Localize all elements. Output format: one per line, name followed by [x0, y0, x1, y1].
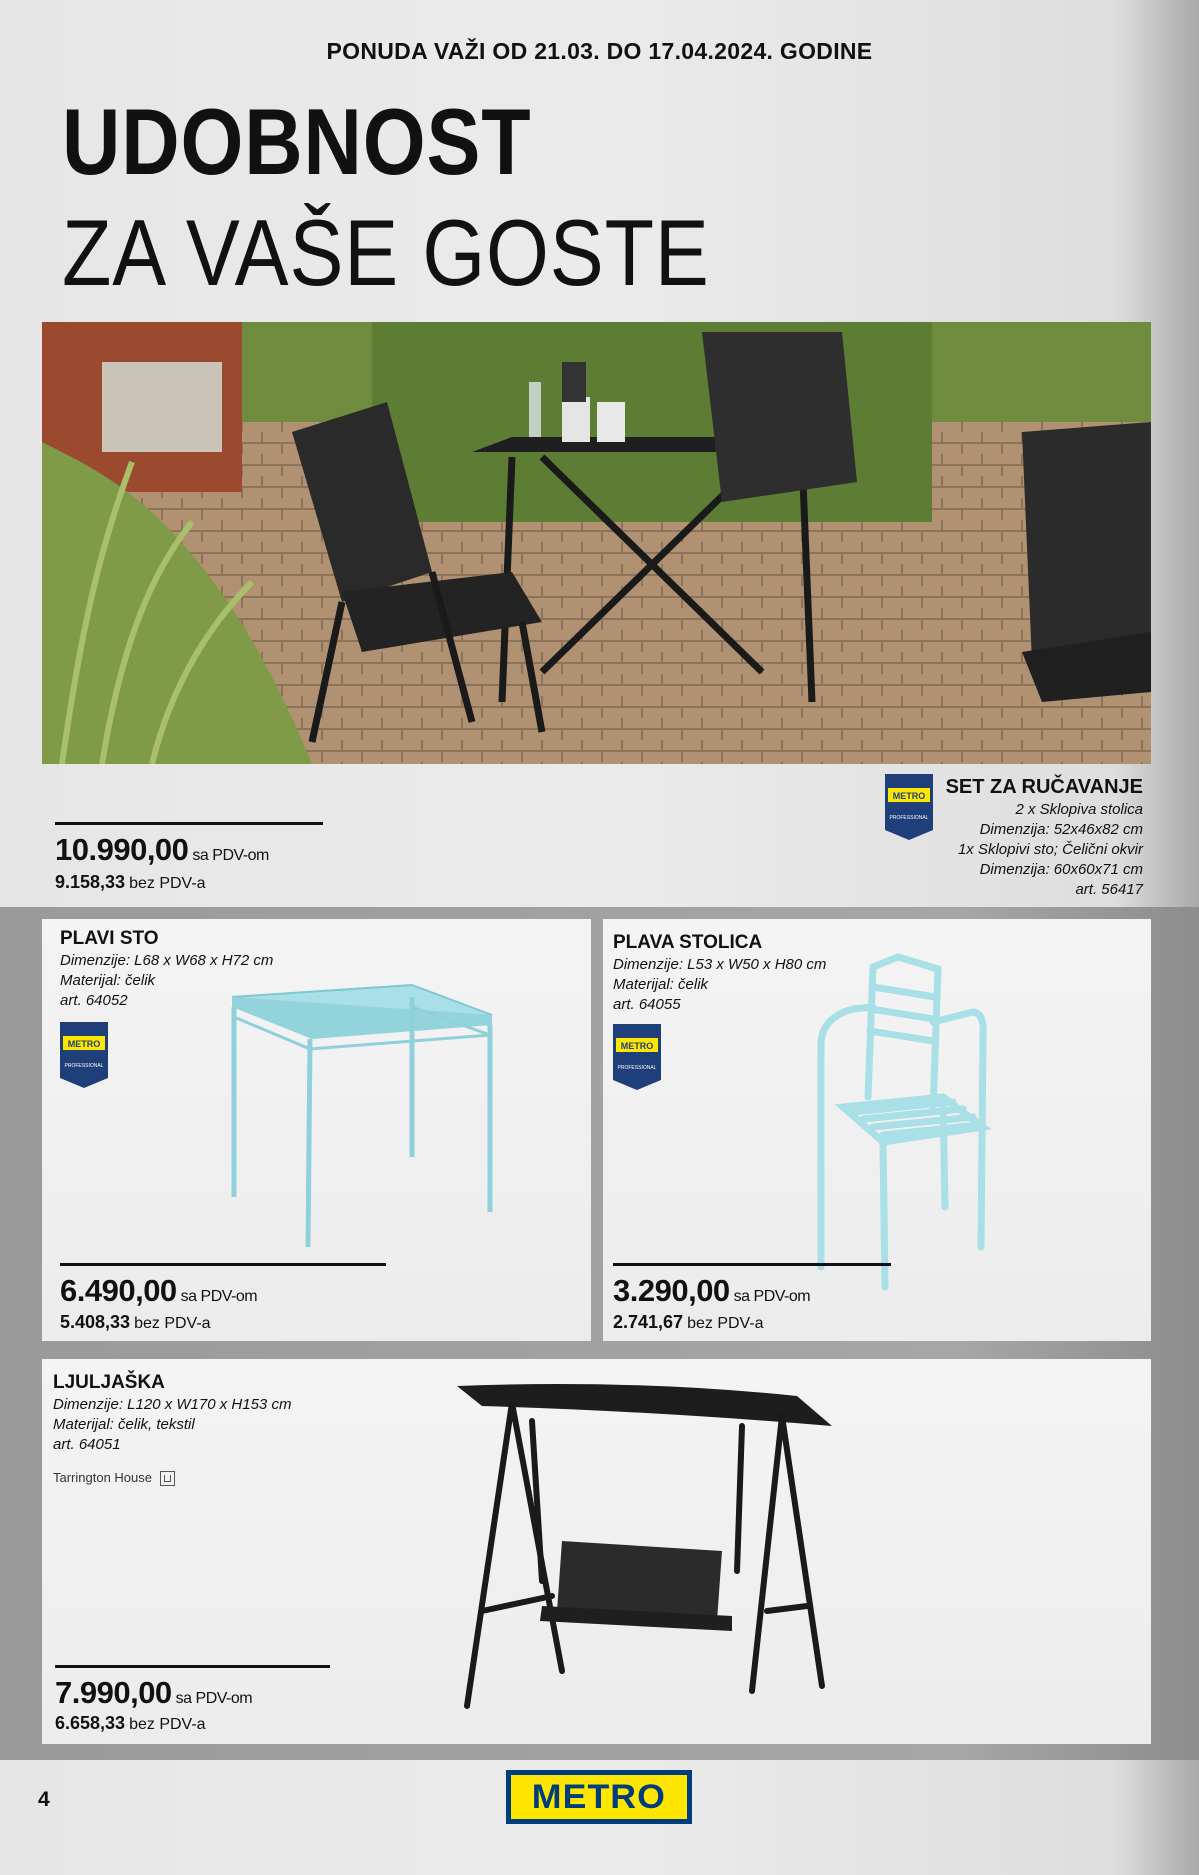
house-icon	[160, 1471, 175, 1486]
product-spec: Dimenzije: L120 x W170 x H153 cm Materijal: čelik, tekstil art. 64051	[53, 1396, 292, 1453]
product-title: PLAVI STO	[60, 928, 159, 949]
metro-professional-badge	[60, 1022, 108, 1088]
price-rule	[613, 1263, 891, 1266]
hero-photo	[42, 322, 1151, 764]
product-card-chair	[603, 919, 1151, 1341]
swing-price-net: 6.658,33 bez PDV-a	[55, 1713, 206, 1733]
set-line: 2 x Sklopiva stolica	[1015, 801, 1143, 818]
price-rule	[60, 1263, 386, 1266]
svg-text:METRO: METRO	[620, 1041, 654, 1051]
swing-price: 7.990,00 sa PDV-om	[55, 1675, 253, 1710]
metro-professional-badge	[885, 774, 933, 840]
product-spec: Dimenzije: L53 x W50 x H80 cm Materijal: čelik art. 64055	[613, 956, 827, 1013]
product-spec: Dimenzije: L68 x W68 x H72 cm Materijal: čelik art. 64052	[60, 952, 274, 1009]
metro-professional-badge	[613, 1024, 661, 1090]
product-title: PLAVA STOLICA	[613, 932, 763, 953]
brand-note: Tarrington House	[53, 1470, 175, 1486]
set-price-net: 9.158,33 bez PDV-a	[55, 872, 206, 892]
page-title-line1: UDOBNOST	[62, 89, 532, 194]
set-line: art. 56417	[1075, 881, 1143, 898]
set-description	[946, 774, 1143, 900]
set-title: SET ZA RUČAVANJE	[945, 776, 1143, 798]
page-title-line2: ZA VAŠE GOSTE	[62, 200, 710, 305]
set-line: 1x Sklopivi sto; Čelični okvir	[957, 841, 1143, 858]
chair-price-net: 2.741,67 bez PDV-a	[613, 1312, 764, 1332]
blue-chair-image	[813, 947, 1073, 1297]
validity-note: PONUDA VAŽI OD 21.03. DO 17.04.2024. GODINE	[326, 38, 873, 64]
set-line: Dimenzija: 52x46x82 cm	[979, 821, 1143, 838]
svg-text:PROFESSIONAL: PROFESSIONAL	[889, 815, 929, 821]
svg-text:PROFESSIONAL: PROFESSIONAL	[617, 1065, 657, 1071]
page-number: 4	[38, 1788, 50, 1811]
metro-logo: METRO	[506, 1770, 692, 1824]
svg-text:METRO: METRO	[67, 1039, 101, 1049]
svg-text:PROFESSIONAL: PROFESSIONAL	[64, 1063, 104, 1069]
table-price: 6.490,00 sa PDV-om	[60, 1273, 258, 1308]
set-price: 10.990,00 sa PDV-om	[55, 832, 269, 867]
table-price-net: 5.408,33 bez PDV-a	[60, 1312, 211, 1332]
product-card-table	[42, 919, 591, 1341]
swing-image	[452, 1381, 872, 1726]
svg-text:METRO: METRO	[892, 791, 926, 801]
product-card-swing	[42, 1359, 1151, 1744]
price-rule	[55, 1665, 330, 1668]
product-title: LJULJAŠKA	[53, 1372, 165, 1393]
price-rule	[55, 822, 323, 825]
blue-table-image	[222, 957, 542, 1257]
set-line: Dimenzija: 60x60x71 cm	[979, 861, 1143, 878]
chair-price: 3.290,00 sa PDV-om	[613, 1273, 811, 1308]
